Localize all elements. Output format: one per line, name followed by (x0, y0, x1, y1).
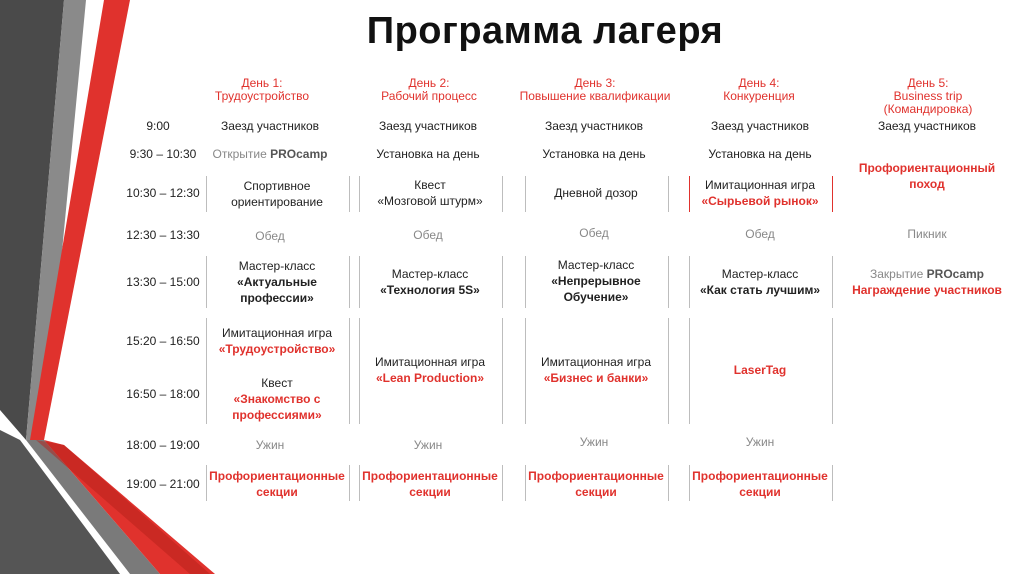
activity (202, 468, 352, 500)
activity: Обед (579, 226, 609, 240)
activity (355, 468, 505, 500)
time-slot: 15:20 – 16:50 (126, 334, 200, 348)
activity: Ужин (413, 438, 443, 452)
day-2-theme: Рабочий процесс (381, 89, 477, 103)
activity-line: Дневной дозор (554, 186, 638, 200)
day-1-theme: Трудоустройство (214, 89, 310, 103)
activity-line: «Знакомство с (233, 392, 321, 406)
activity (195, 146, 345, 162)
activity-line: Имитационная игра (221, 326, 333, 340)
activity: Заезд участников (877, 119, 977, 133)
activity-line: секции (409, 485, 451, 499)
day-3-number: День 3: (574, 76, 616, 90)
activity-line: Мастер-класс (721, 267, 799, 281)
activity-line: Профориентационные (209, 469, 345, 483)
activity: Ужин (579, 435, 609, 449)
activity (355, 266, 505, 298)
day-4-theme: Конкуренция (723, 89, 795, 103)
time-slot: 9:00 (146, 119, 170, 133)
activity-line: «Технология 5S» (380, 283, 480, 297)
day-3-theme: Повышение квалификации (519, 89, 671, 103)
activity: Ужин (745, 435, 775, 449)
activity-line: секции (739, 485, 781, 499)
activity-line: Квест (261, 376, 293, 390)
activity-line: секции (256, 485, 298, 499)
time-slot: 16:50 – 18:00 (126, 387, 200, 401)
activity (685, 468, 835, 500)
closing-label: Закрытие (869, 267, 927, 281)
activity: Заезд участников (710, 119, 810, 133)
activity-line: «Непрерывное (551, 274, 641, 288)
activity-line: Профориентационный (858, 161, 996, 175)
activity-line: «Бизнес и банки» (543, 371, 649, 385)
activity (685, 177, 835, 209)
activity: Установка на день (542, 147, 646, 161)
activity-line: «Сырьевой рынок» (701, 194, 819, 208)
page-title: Программа лагеря (366, 10, 724, 52)
activity-line: Профориентационные (362, 469, 498, 483)
day-5-theme: Business trip (893, 89, 963, 103)
activity-line: Мастер-класс (391, 267, 469, 281)
activity-line: ориентирование (231, 195, 323, 209)
brand-name: PROcamp (270, 147, 328, 161)
activity (521, 257, 671, 305)
activity-line: «Lean Production» (375, 371, 485, 385)
opening-label: Открытие (212, 147, 271, 161)
brand-name: PROcamp (926, 267, 985, 281)
activity: Заезд участников (220, 119, 320, 133)
activity (202, 178, 352, 210)
day-3-header (513, 77, 677, 103)
activity-line: Мастер-класс (238, 259, 316, 273)
activity (685, 266, 835, 298)
activity-line: секции (575, 485, 617, 499)
activity-line: Мастер-класс (557, 258, 635, 272)
activity-line: «Как стать лучшим» (699, 283, 820, 297)
time-slot: 9:30 – 10:30 (129, 147, 197, 161)
activity: Установка на день (708, 147, 812, 161)
time-slot: 18:00 – 19:00 (126, 438, 200, 452)
activity: Заезд участников (544, 119, 644, 133)
day-4-number: День 4: (738, 76, 780, 90)
time-slot: 12:30 – 13:30 (126, 228, 200, 242)
day-1-header (184, 77, 340, 103)
activity-line: профессиями» (232, 408, 322, 422)
activity-line: Имитационная игра (704, 178, 816, 192)
activity: LaserTag (733, 363, 787, 377)
activity: Заезд участников (378, 119, 478, 133)
activity (202, 375, 352, 423)
activity-line: профессии» (240, 291, 314, 305)
activity (521, 354, 671, 386)
activity-line: Имитационная игра (540, 355, 652, 369)
activity-line: Профориентационные (528, 469, 664, 483)
day-2-header (351, 77, 507, 103)
activity (202, 325, 352, 357)
activity (852, 160, 1002, 192)
activity (521, 468, 671, 500)
activity-line: «Трудоустройство» (218, 342, 336, 356)
activity-line: Спортивное (243, 179, 311, 193)
day-4-header (681, 77, 837, 103)
time-slot: 19:00 – 21:00 (126, 477, 200, 491)
activity (202, 258, 352, 306)
award-ceremony: Награждение участников (852, 283, 1002, 297)
activity-line: поход (909, 177, 945, 191)
day-5-subtitle: (Командировка) (883, 102, 973, 116)
day-5-header (850, 77, 1006, 116)
day-5-number: День 5: (907, 76, 949, 90)
activity: Обед (413, 228, 443, 242)
activity: Обед (745, 227, 775, 241)
activity (355, 177, 505, 209)
activity-line: Квест (414, 178, 446, 192)
day-1-number: День 1: (241, 76, 283, 90)
activity-line: «Актуальные (237, 275, 317, 289)
activity (355, 354, 505, 386)
activity (521, 185, 671, 201)
activity: Пикник (907, 227, 947, 241)
day-2-number: День 2: (408, 76, 450, 90)
activity (843, 266, 1011, 298)
time-slot: 13:30 – 15:00 (126, 275, 200, 289)
activity-line: Профориентационные (692, 469, 828, 483)
activity: Обед (255, 229, 285, 243)
activity: Ужин (255, 438, 285, 452)
activity-line: Имитационная игра (374, 355, 486, 369)
activity: Установка на день (376, 147, 480, 161)
time-slot: 10:30 – 12:30 (126, 186, 200, 200)
activity-line: «Мозговой штурм» (377, 194, 483, 208)
activity-line: Обучение» (563, 290, 629, 304)
